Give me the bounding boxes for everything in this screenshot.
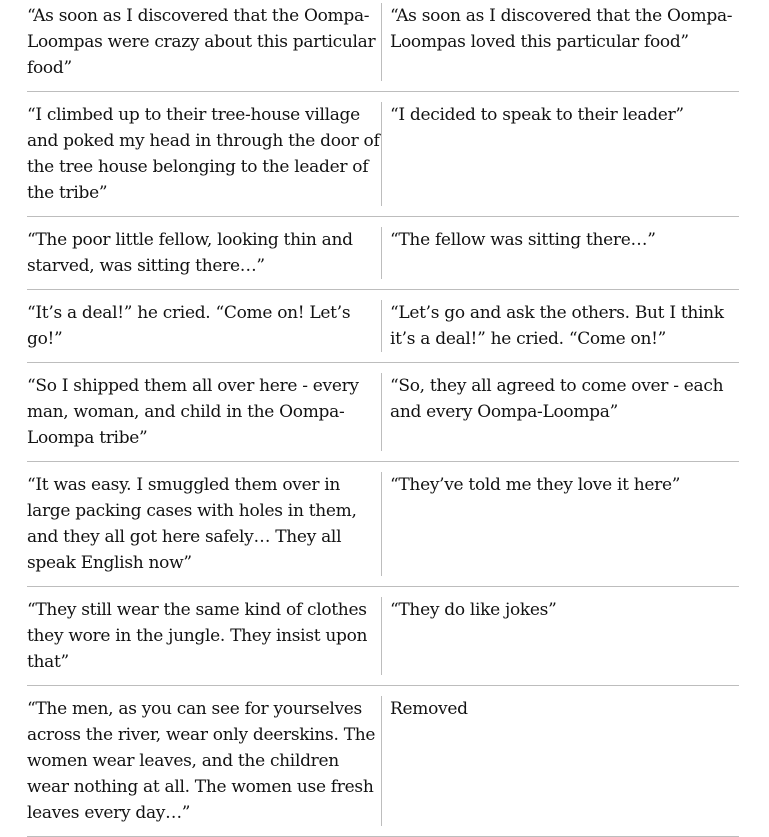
revised-text-cell: Removed (390, 699, 468, 719)
table-row (27, 92, 739, 217)
table-row (27, 0, 739, 92)
revised-text-cell: “I decided to speak to their leader” (390, 105, 684, 125)
original-text-cell: “They still wear the same kind of clothes they wore in the jungle. They insist upon that” (27, 597, 382, 675)
table-row (27, 587, 739, 686)
revised-text-cell: “They do like jokes” (390, 600, 557, 620)
revised-text-cell: “They’ve told me they love it here” (390, 475, 681, 495)
revised-text-cell: “Let’s go and ask the others. But I think it’s a deal!” he cried. “Come on!” (390, 303, 724, 349)
original-text-cell: “As soon as I discovered that the Oompa-Loompas were crazy about this particular food” (27, 3, 382, 81)
table-row (27, 462, 739, 587)
revised-text-cell: “So, they all agreed to come over - each and every Oompa-Loompa” (390, 376, 724, 422)
original-text-cell: “I climbed up to their tree-house village and poked my head in through the door of the tree house belonging to the leader of the tribe” (27, 102, 382, 206)
table-row (27, 290, 739, 363)
original-text-cell: “It was easy. I smuggled them over in large packing cases with holes in them, and they all got here safely… They all speak English now” (27, 472, 382, 576)
original-text-cell: “The poor little fellow, looking thin and starved, was sitting there…” (27, 227, 382, 279)
table-row (27, 686, 739, 837)
comparison-table (27, 0, 739, 837)
revised-text-cell: “As soon as I discovered that the Oompa-Loompas loved this particular food” (390, 6, 733, 52)
original-text-cell: “The men, as you can see for yourselves across the river, wear only deerskins. The women wear leaves, and the children wear nothing at all. The women use fresh leaves every day…” (27, 696, 382, 826)
revised-text-cell: “The fellow was sitting there…” (390, 230, 656, 250)
table-row (27, 363, 739, 462)
table-row (27, 217, 739, 290)
original-text-cell: “It’s a deal!” he cried. “Come on! Let’s go!” (27, 300, 382, 352)
original-text-cell: “So I shipped them all over here - every man, woman, and child in the Oompa-Loompa tribe” (27, 373, 382, 451)
